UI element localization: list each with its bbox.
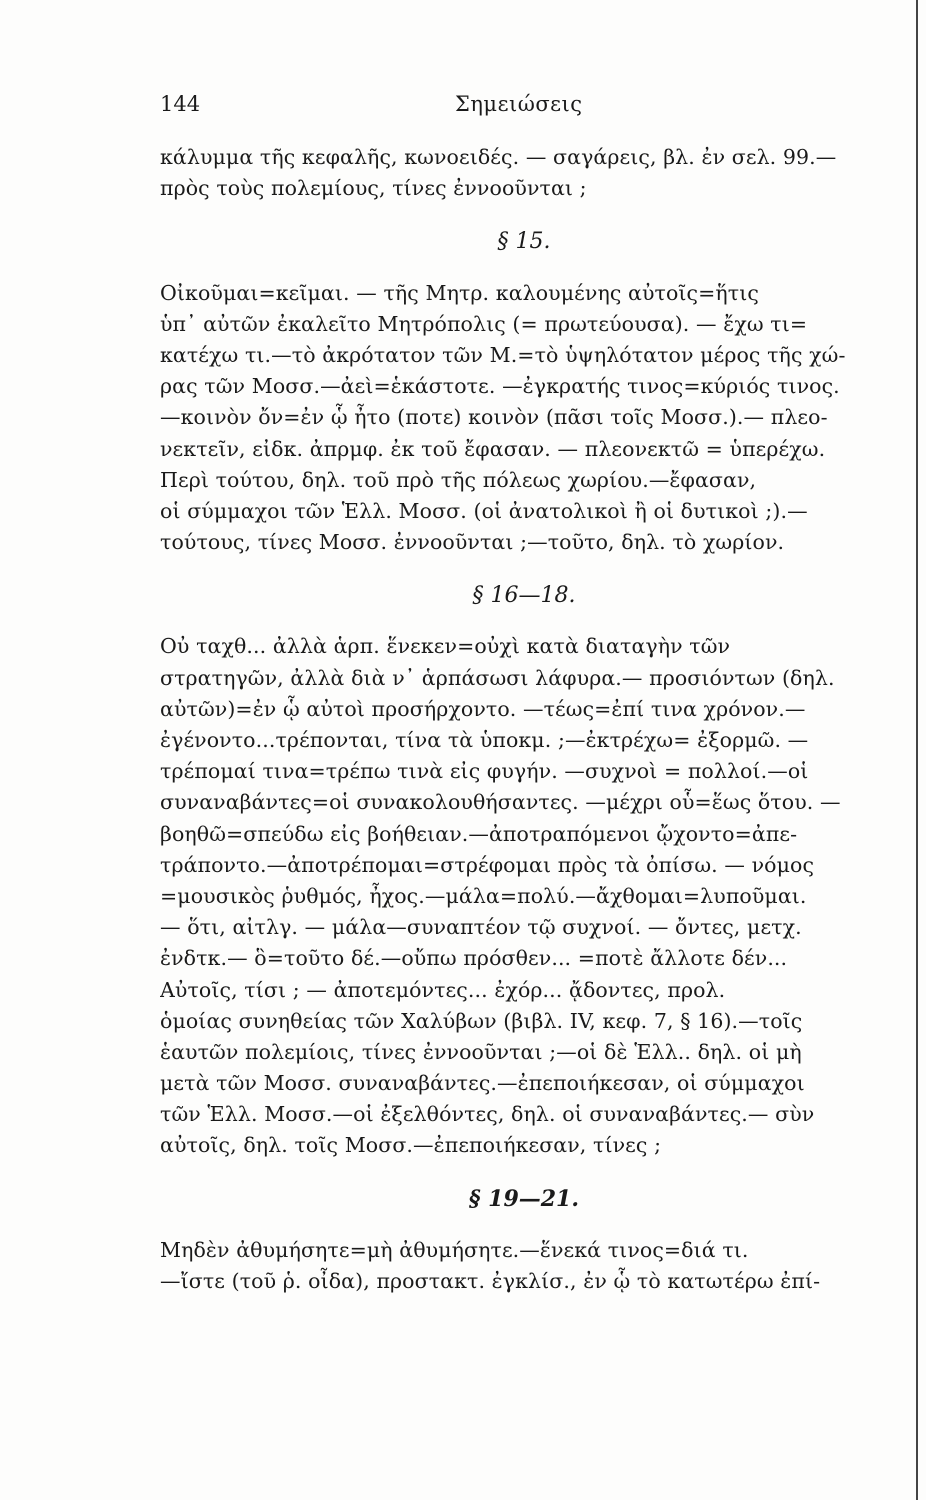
page-edge-divider [916, 0, 918, 1500]
text-line: —ἴστε (τοῦ ῥ. οἶδα), προστακτ. ἐγκλίσ., ἐν ᾧ τὸ κατωτέρω ἐπί- [160, 1269, 821, 1293]
text-line: στρατηγῶν, ἀλλὰ διὰ ν᾽ ἁρπάσωσι λάφυρα.— προσιόντων (δηλ. [160, 665, 835, 690]
text-line: Οὐ ταχθ... ἀλλὰ ἁρπ. ἕνεκεν=οὐχὶ κατὰ διαταγὴν τῶν [160, 634, 731, 659]
text-line: ρας τῶν Μοσσ.—ἀεὶ=ἑκάστοτε. —ἐγκρατής τινος=κύριός τινος. [160, 374, 840, 399]
text-line: μετὰ τῶν Μοσσ. συναναβάντες.—ἐπεποιήκεσαν, οἱ σύμμαχοι [160, 1071, 805, 1096]
text-line: τρέπομαί τινα=τρέπω τινὰ εἰς φυγήν. —συχνοὶ = πολλοί.—οἱ [160, 759, 809, 784]
text-line: συναναβάντες=οἱ συνακολουθήσαντες. —μέχρι οὗ=ἕως ὅτου. — [160, 790, 841, 815]
text-line: ὁμοίας συνηθείας τῶν Χαλύβων (βιβλ. IV, κεφ. 7, § 16).—τοῖς [160, 1008, 803, 1033]
text-line: τράποντο.—ἀποτρέπομαι=στρέφομαι πρὸς τὰ ὀπίσω. — νόμος [160, 852, 815, 877]
text-line: Οἰκοῦμαι=κεῖμαι. — τῆς Μητρ. καλουμένης αὐτοῖς=ἥτις [160, 280, 759, 305]
running-title: Σημειώσεις [455, 92, 583, 116]
section-heading: § 19—21. [468, 1185, 580, 1212]
text-line: — ὅτι, αἰτλγ. — μάλα—συναπτέον τῷ συχνοί. — ὄντες, μετχ. [160, 915, 802, 940]
text-line: αὐτοῖς, δηλ. τοῖς Μοσσ.—ἐπεποιήκεσαν, τίνες ; [160, 1133, 662, 1158]
text-line: Μηδὲν ἀθυμήσητε=μὴ ἀθυμήσητε.—ἕνεκά τινος=διά τι. [160, 1237, 749, 1262]
text-line: ἐγένοντο...τρέπονται, τίνα τὰ ὑποκμ. ;—ἐκτρέχω= ἐξορμῶ. — [160, 728, 809, 752]
page-number: 144 [160, 92, 201, 116]
text-line: τούτους, τίνες Μοσσ. ἐννοοῦνται ;—τοῦτο, δηλ. τὸ χωρίον. [160, 530, 785, 555]
text-line: ὑπ᾽ αὐτῶν ἐκαλεῖτο Μητρόπολις (= πρωτεύουσα). — ἔχω τι= [160, 311, 808, 336]
notes-body [160, 142, 908, 1297]
text-line: κάλυμμα τῆς κεφαλῆς, κωνοειδές. — σαγάρεις, βλ. ἐν σελ. 99.— [160, 145, 837, 169]
text-line: —κοινὸν ὄν=ἐν ᾧ ἦτο (ποτε) κοινὸν (πᾶσι τοῖς Μοσσ.).— πλεο- [160, 405, 828, 430]
text-line: κατέχω τι.—τὸ ἀκρότατον τῶν Μ.=τὸ ὑψηλότατον μέρος τῆς χώ- [160, 342, 846, 367]
text-line: ἐνδτκ.— ὃ=τοῦτο δέ.—οὔπω πρόσθεν... =ποτὲ ἄλλοτε δέν... [160, 946, 788, 971]
text-line: πρὸς τοὺς πολεμίους, τίνες ἐννοοῦνται ; [160, 176, 587, 201]
page-header [160, 92, 780, 122]
text-line: Περὶ τούτου, δηλ. τοῦ πρὸ τῆς πόλεως χωρίου.—ἔφασαν, [160, 467, 757, 492]
text-line: νεκτεῖν, εἰδκ. ἀπρμφ. ἐκ τοῦ ἔφασαν. — πλεονεκτῶ = ὑπερέχω. [160, 436, 826, 461]
text-line: τῶν Ἑλλ. Μοσσ.—οἱ ἐξελθόντες, δηλ. οἱ συναναβάντες.— σὺν [160, 1102, 815, 1127]
text-line: ἑαυτῶν πολεμίοις, τίνες ἐννοοῦνται ;—οἱ δὲ Ἑλλ.. δηλ. οἱ μὴ [160, 1039, 802, 1064]
section-heading: § 15. [497, 229, 551, 255]
section-heading: § 16—18. [472, 583, 576, 609]
text-line: βοηθῶ=σπεύδω εἰς βοήθειαν.—ἀποτραπόμενοι ᾤχοντο=ἀπε- [160, 821, 798, 846]
text-line: οἱ σύμμαχοι τῶν Ἑλλ. Μοσσ. (οἱ ἀνατολικοὶ ἢ οἱ δυτικοὶ ;).— [160, 498, 808, 523]
text-line: αὐτῶν)=ἐν ᾧ αὐτοὶ προσήρχοντο. —τέως=ἐπί τινα χρόνον.— [160, 696, 806, 721]
text-line: Αὐτοῖς, τίσι ; — ἀποτεμόντες... ἐχόρ... ᾄδοντες, προλ. [160, 977, 726, 1002]
text-line: =μουσικὸς ῥυθμός, ἦχος.—μάλα=πολύ.—ἄχθομαι=λυποῦμαι. [160, 883, 807, 908]
